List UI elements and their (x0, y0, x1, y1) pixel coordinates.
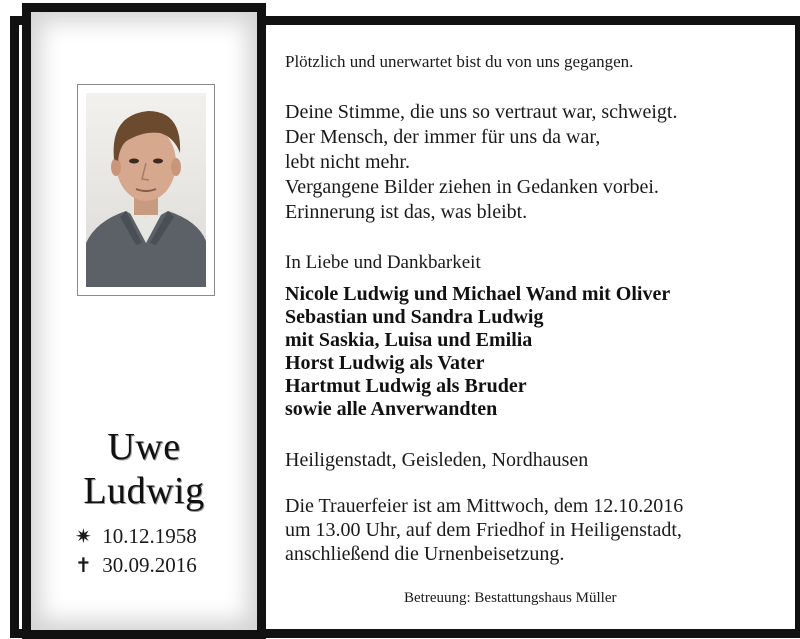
birth-date-row (75, 524, 197, 549)
family-line: sowie alle Anverwandten (285, 398, 498, 420)
places-line: Heiligenstadt, Geisleden, Nordhausen (285, 449, 589, 471)
family-line: Horst Ludwig als Vater (285, 352, 485, 374)
family-line: Hartmut Ludwig als Bruder (285, 375, 527, 397)
ceremony-line: um 13.00 Uhr, auf dem Friedhof in Heiligenstadt, (285, 519, 682, 541)
funeral-home-credit: Betreuung: Bestattungshaus Müller (404, 590, 617, 606)
family-line: mit Saskia, Luisa und Emilia (285, 329, 533, 351)
poem-line: Vergangene Bilder ziehen in Gedanken vorbei. (285, 176, 659, 198)
ceremony-info (285, 494, 683, 566)
ceremony-line: Die Trauerfeier ist am Mittwoch, dem 12.10.2016 (285, 495, 684, 517)
death-date-row (75, 553, 197, 578)
portrait-image (86, 93, 206, 287)
intro-line: Plötzlich und unerwartet bist du von uns gegangen. (285, 52, 634, 71)
family-line: Sebastian und Sandra Ludwig (285, 306, 544, 328)
poem-line: Erinnerung ist das, was bleibt. (285, 201, 528, 223)
love-line: In Liebe und Dankbarkeit (285, 252, 481, 273)
death-cross-icon: ✝ (75, 555, 92, 577)
poem-line: lebt nicht mehr. (285, 151, 410, 173)
family-list (285, 283, 670, 421)
birth-star-icon: ✷ (75, 526, 92, 548)
portrait-frame (77, 84, 215, 296)
poem (285, 100, 677, 225)
poem-line: Deine Stimme, die uns so vertraut war, schweigt. (285, 101, 678, 123)
ceremony-line: anschließend die Urnenbeisetzung. (285, 543, 565, 565)
portrait-photo (86, 93, 206, 287)
poem-line: Der Mensch, der immer für uns da war, (285, 126, 601, 148)
death-date: 30.09.2016 (102, 553, 197, 577)
birth-date: 10.12.1958 (102, 524, 197, 548)
deceased-last-name: Ludwig (83, 470, 205, 512)
deceased-first-name: Uwe (107, 426, 181, 468)
memorial-sidebar (22, 3, 266, 639)
family-line: Nicole Ludwig und Michael Wand mit Oliver (285, 283, 671, 305)
